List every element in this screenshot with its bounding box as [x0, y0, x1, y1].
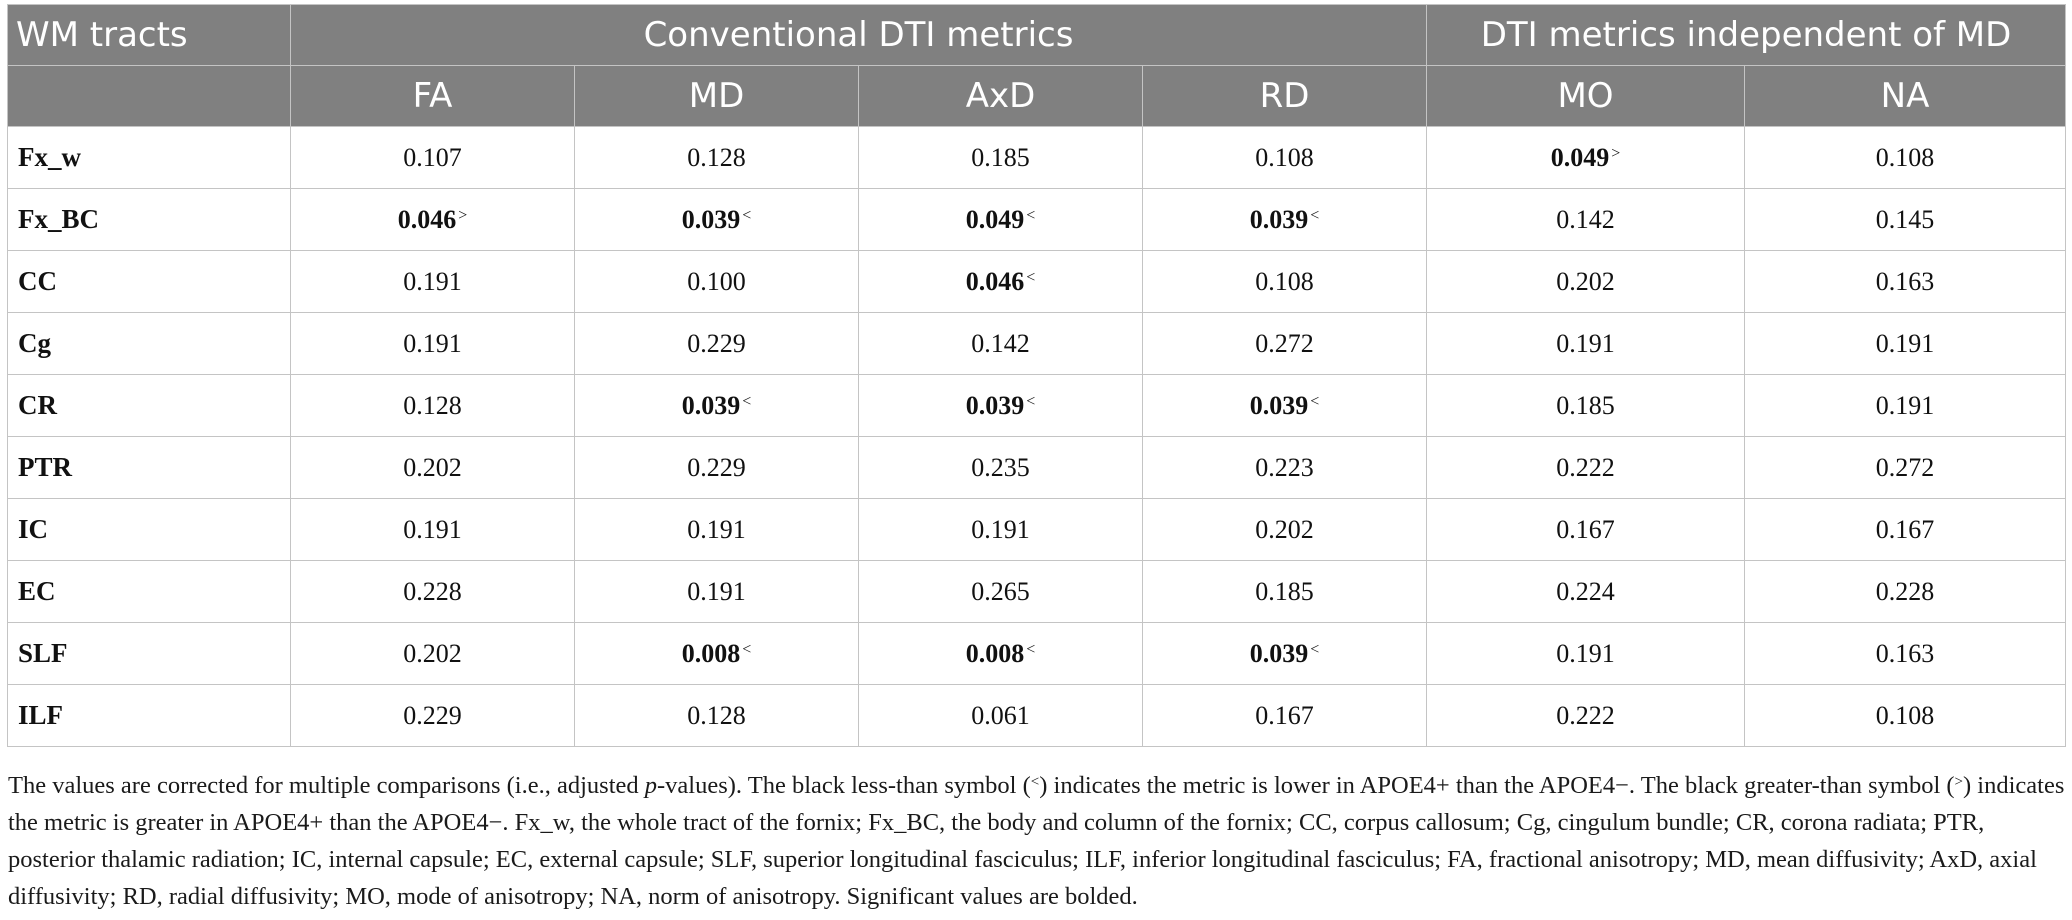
cell-fa [291, 251, 575, 313]
cell-axd [859, 251, 1143, 313]
cell-value: 0.228 [1875, 576, 1935, 606]
cell-value: 0.191 [1556, 328, 1615, 358]
cell-na [1745, 127, 2066, 189]
cell-mo [1427, 499, 1745, 561]
less-than-marker: < [1310, 392, 1320, 410]
cell-md [575, 251, 859, 313]
less-than-marker: < [742, 206, 752, 224]
row-label-tract: SLF [8, 623, 291, 685]
row-label-tract: ILF [8, 685, 291, 747]
cell-rd [1143, 313, 1427, 375]
cell-value: 0.163 [1875, 266, 1935, 296]
table-row [8, 499, 2066, 561]
cell-axd [859, 313, 1143, 375]
cell-value: 0.049 [1550, 142, 1610, 172]
row-label-tract: CR [8, 375, 291, 437]
greater-than-marker: > [1611, 144, 1621, 162]
cell-value: 0.061 [971, 700, 1030, 730]
cell-md [575, 561, 859, 623]
cell-value: 0.128 [687, 142, 746, 172]
cell-value: 0.191 [403, 266, 462, 296]
cell-fa [291, 685, 575, 747]
cell-na [1745, 499, 2066, 561]
results-table [7, 4, 2066, 747]
cell-value: 0.049 [965, 204, 1025, 234]
cell-na [1745, 251, 2066, 313]
table-footnote [8, 764, 2070, 915]
cell-value: 0.185 [1556, 390, 1615, 420]
cell-na [1745, 189, 2066, 251]
cell-rd [1143, 685, 1427, 747]
footnote-part-4: ) indicates the metric is greater in APOE4+ than the APOE4−. Fx_w, the whole tract of the fornix; Fx_BC, the body and column of the fornix; CC, corpus callosum; Cg, cingulum bundle; CR, corona radiata; PTR, posterior thalamic radiation; IC, internal capsule; EC, external capsule; SLF, superior longitudinal fasciculus; ILF, inferior longitudinal fasciculus; FA, fractional anisotropy; MD, mean diffusivity; AxD, axial diffusivity; RD, radial diffusivity; MO, mode of anisotropy; NA, norm of anisotropy. Significant values are bolded. [8, 772, 2065, 910]
row-label-tract: Fx_w [8, 127, 291, 189]
cell-value: 0.191 [971, 514, 1030, 544]
cell-mo [1427, 127, 1745, 189]
footnote-part-2: -values). The black less-than symbol ( [657, 772, 1031, 799]
cell-rd [1143, 437, 1427, 499]
cell-value: 0.202 [403, 452, 462, 482]
header-row-metrics [8, 66, 2066, 127]
cell-value: 0.202 [403, 638, 462, 668]
cell-value: 0.229 [403, 700, 462, 730]
header-col-mo: MO [1427, 66, 1745, 127]
less-than-marker: < [1026, 268, 1036, 286]
cell-value: 0.185 [1255, 576, 1314, 606]
cell-value: 0.191 [1875, 328, 1935, 358]
cell-value: 0.191 [1875, 390, 1935, 420]
cell-value: 0.229 [687, 328, 746, 358]
cell-na [1745, 375, 2066, 437]
header-col-fa: FA [291, 66, 575, 127]
footnote-part-1: The values are corrected for multiple comparisons (i.e., adjusted [8, 772, 645, 799]
cell-value: 0.191 [687, 514, 746, 544]
cell-value: 0.039 [1249, 638, 1309, 668]
cell-value: 0.222 [1556, 452, 1615, 482]
row-label-tract: Cg [8, 313, 291, 375]
cell-na [1745, 685, 2066, 747]
table-row [8, 313, 2066, 375]
cell-value: 0.128 [403, 390, 462, 420]
cell-md [575, 623, 859, 685]
cell-md [575, 437, 859, 499]
footnote-lt-symbol: < [1030, 774, 1040, 790]
cell-mo [1427, 189, 1745, 251]
cell-fa [291, 313, 575, 375]
cell-md [575, 499, 859, 561]
cell-value: 0.039 [1249, 204, 1309, 234]
cell-value: 0.191 [403, 514, 462, 544]
cell-md [575, 313, 859, 375]
cell-axd [859, 499, 1143, 561]
cell-fa [291, 189, 575, 251]
cell-value: 0.228 [403, 576, 462, 606]
cell-fa [291, 375, 575, 437]
cell-value: 0.008 [965, 638, 1025, 668]
cell-rd [1143, 189, 1427, 251]
row-label-tract: Fx_BC [8, 189, 291, 251]
header-group-independent: DTI metrics independent of MD [1427, 5, 2066, 66]
results-table-container [7, 4, 2065, 747]
cell-value: 0.229 [687, 452, 746, 482]
cell-axd [859, 623, 1143, 685]
less-than-marker: < [1310, 206, 1320, 224]
cell-na [1745, 437, 2066, 499]
cell-fa [291, 561, 575, 623]
cell-value: 0.039 [965, 390, 1025, 420]
cell-fa [291, 499, 575, 561]
footnote-part-3: ) indicates the metric is lower in APOE4+ than the APOE4−. The black greater-than symbol ( [1039, 772, 1955, 799]
row-label-tract: IC [8, 499, 291, 561]
header-group-conventional: Conventional DTI metrics [291, 5, 1427, 66]
cell-value: 0.191 [687, 576, 746, 606]
row-label-tract: EC [8, 561, 291, 623]
cell-value: 0.128 [687, 700, 746, 730]
cell-mo [1427, 437, 1745, 499]
row-label-tract: PTR [8, 437, 291, 499]
cell-rd [1143, 251, 1427, 313]
cell-axd [859, 685, 1143, 747]
less-than-marker: < [1026, 392, 1036, 410]
less-than-marker: < [742, 392, 752, 410]
table-row [8, 437, 2066, 499]
cell-value: 0.235 [971, 452, 1030, 482]
less-than-marker: < [1310, 640, 1320, 658]
header-wm-tracts: WM tracts [8, 5, 291, 66]
greater-than-marker: > [458, 206, 468, 224]
cell-value: 0.191 [1556, 638, 1615, 668]
cell-value: 0.167 [1875, 514, 1935, 544]
cell-rd [1143, 375, 1427, 437]
header-col-rd: RD [1143, 66, 1427, 127]
cell-na [1745, 561, 2066, 623]
cell-value: 0.167 [1255, 700, 1314, 730]
cell-mo [1427, 561, 1745, 623]
cell-value: 0.223 [1255, 452, 1314, 482]
table-row [8, 127, 2066, 189]
cell-value: 0.272 [1875, 452, 1935, 482]
cell-value: 0.202 [1556, 266, 1615, 296]
cell-value: 0.108 [1875, 142, 1935, 172]
table-row [8, 685, 2066, 747]
cell-value: 0.108 [1255, 142, 1314, 172]
cell-md [575, 127, 859, 189]
cell-value: 0.163 [1875, 638, 1935, 668]
cell-value: 0.167 [1556, 514, 1615, 544]
cell-value: 0.100 [687, 266, 746, 296]
cell-fa [291, 127, 575, 189]
header-col-md: MD [575, 66, 859, 127]
cell-na [1745, 313, 2066, 375]
cell-value: 0.191 [403, 328, 462, 358]
cell-value: 0.202 [1255, 514, 1314, 544]
less-than-marker: < [742, 640, 752, 658]
cell-fa [291, 437, 575, 499]
cell-value: 0.222 [1556, 700, 1615, 730]
cell-rd [1143, 127, 1427, 189]
cell-mo [1427, 251, 1745, 313]
cell-rd [1143, 623, 1427, 685]
cell-mo [1427, 623, 1745, 685]
header-empty-cell [8, 66, 291, 127]
header-row-groups [8, 5, 2066, 66]
cell-rd [1143, 499, 1427, 561]
cell-axd [859, 189, 1143, 251]
cell-value: 0.142 [971, 328, 1030, 358]
cell-md [575, 685, 859, 747]
cell-axd [859, 561, 1143, 623]
cell-axd [859, 127, 1143, 189]
cell-axd [859, 375, 1143, 437]
cell-value: 0.039 [681, 390, 741, 420]
cell-value: 0.039 [1249, 390, 1309, 420]
row-label-tract: CC [8, 251, 291, 313]
header-col-na: NA [1745, 66, 2066, 127]
cell-axd [859, 437, 1143, 499]
cell-value: 0.265 [971, 576, 1030, 606]
less-than-marker: < [1026, 640, 1036, 658]
cell-value: 0.108 [1875, 700, 1935, 730]
less-than-marker: < [1026, 206, 1036, 224]
cell-mo [1427, 313, 1745, 375]
cell-value: 0.224 [1556, 576, 1615, 606]
footnote-gt-symbol: > [1954, 774, 1963, 790]
cell-md [575, 189, 859, 251]
cell-value: 0.142 [1556, 204, 1615, 234]
cell-value: 0.185 [971, 142, 1030, 172]
table-row [8, 561, 2066, 623]
table-row [8, 251, 2066, 313]
cell-value: 0.008 [681, 638, 741, 668]
table-body [8, 127, 2066, 747]
cell-md [575, 375, 859, 437]
cell-value: 0.272 [1255, 328, 1314, 358]
table-row [8, 375, 2066, 437]
cell-value: 0.046 [965, 266, 1025, 296]
cell-value: 0.108 [1255, 266, 1314, 296]
cell-value: 0.046 [397, 204, 457, 234]
cell-mo [1427, 375, 1745, 437]
footnote-p-italic: p [644, 772, 658, 799]
cell-value: 0.107 [403, 142, 462, 172]
table-row [8, 623, 2066, 685]
cell-mo [1427, 685, 1745, 747]
header-col-axd: AxD [859, 66, 1143, 127]
cell-na [1745, 623, 2066, 685]
cell-value: 0.039 [681, 204, 741, 234]
cell-fa [291, 623, 575, 685]
cell-rd [1143, 561, 1427, 623]
cell-value: 0.145 [1875, 204, 1935, 234]
table-row [8, 189, 2066, 251]
